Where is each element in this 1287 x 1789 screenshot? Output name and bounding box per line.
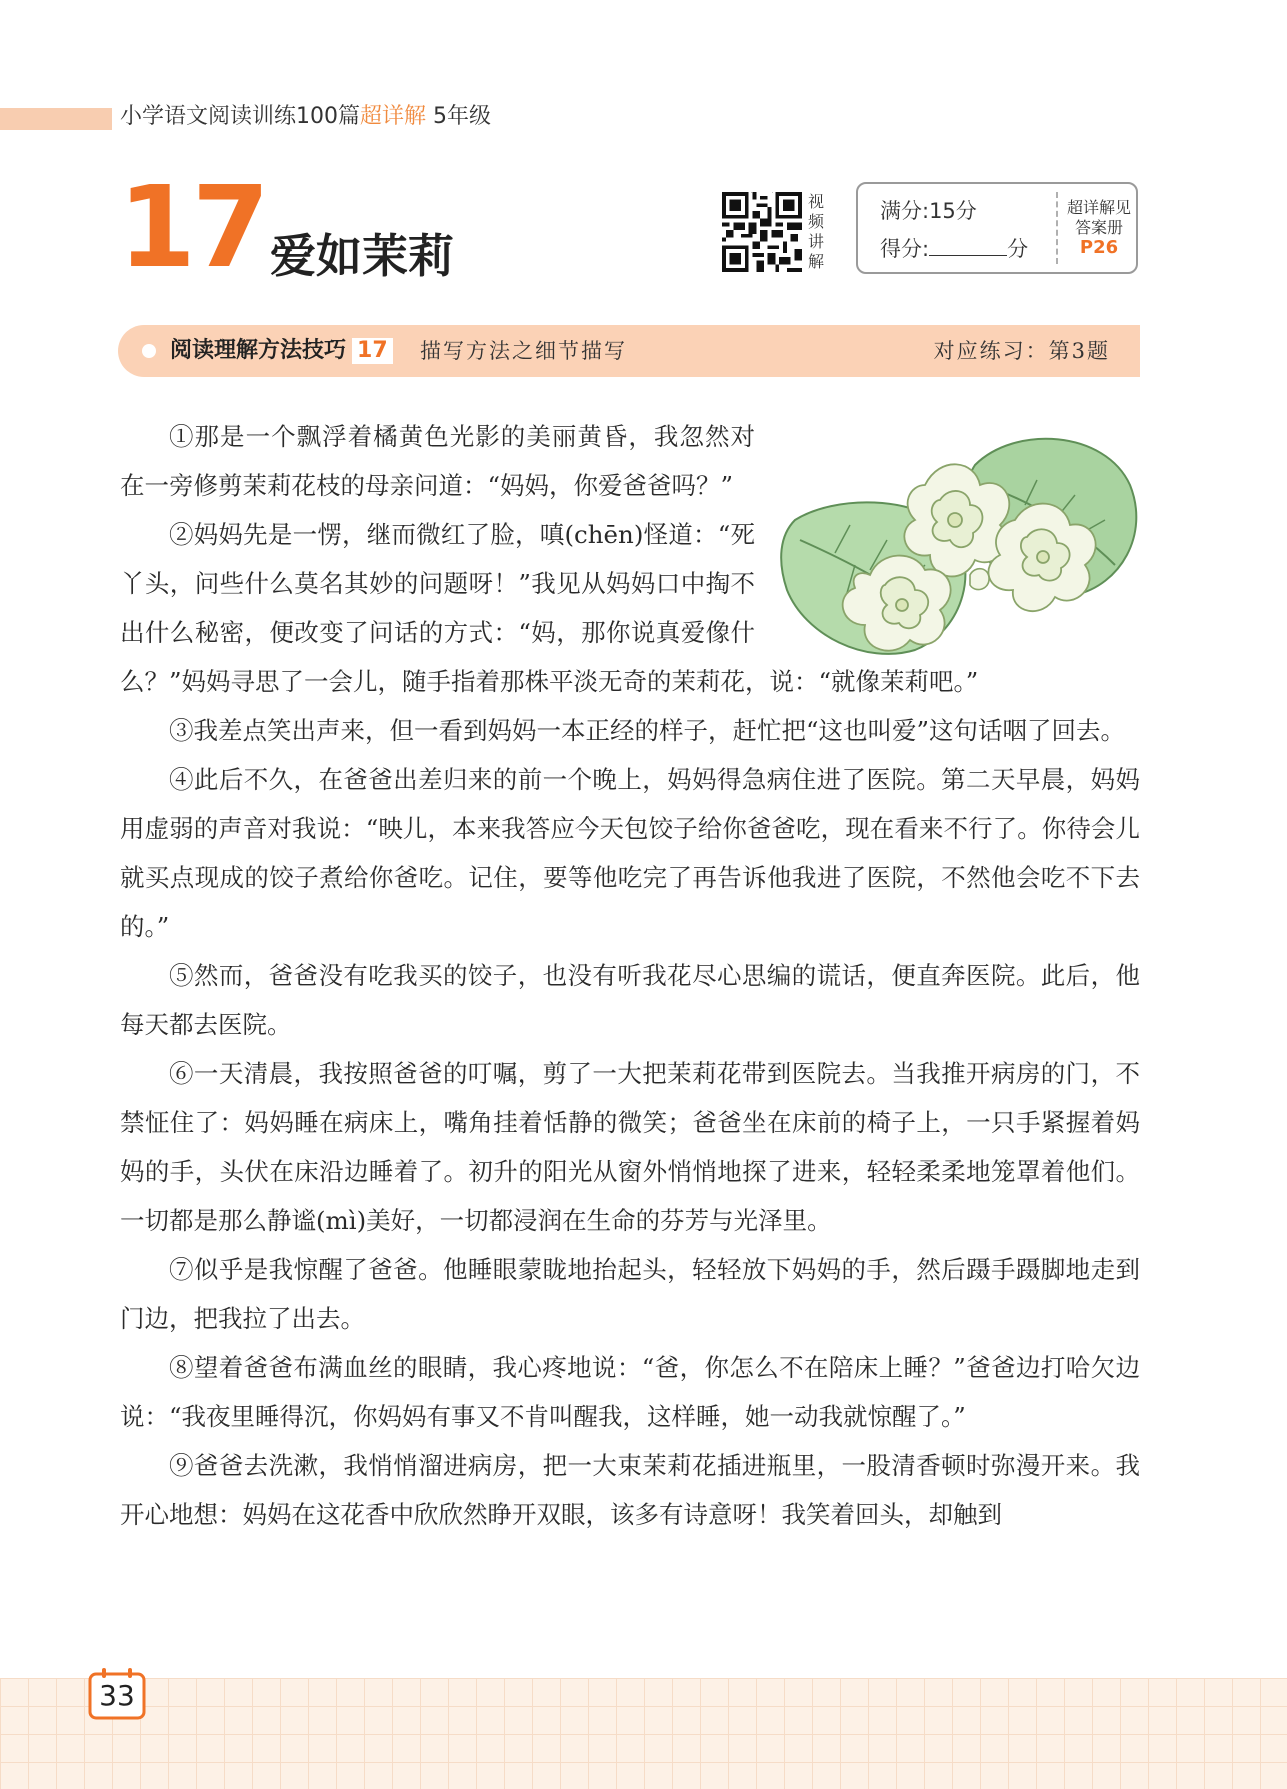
answer-page: P26 [1079, 237, 1119, 258]
qr-code-icon[interactable] [722, 192, 802, 272]
score-divider [1056, 192, 1058, 264]
answer-ref-line: 超详解见 [1066, 198, 1131, 217]
qr-label-char: 频 [807, 212, 824, 231]
lesson-title: 爱如茉莉 [270, 229, 454, 283]
method-tip-bar [118, 325, 1140, 377]
page-number: 33 [99, 1679, 135, 1712]
qr-video-label [806, 192, 826, 272]
header-accent-band [0, 108, 112, 130]
qr-label-char: 视 [807, 192, 824, 211]
float-spacer [755, 510, 1140, 657]
answer-reference [1062, 198, 1136, 258]
book-title: 小学语文阅读训练100篇 [120, 104, 360, 129]
paragraph [120, 510, 1140, 706]
method-practice: 对应练习：第3题 [933, 339, 1110, 363]
paragraph: ①那是一个飘浮着橘黄色光影的美丽黄昏，我忽然对在一旁修剪茉莉花枝的母亲问道：“妈妈，你爱爸爸吗？” [120, 422, 755, 500]
grade-label: 5年级 [433, 104, 492, 129]
paragraph: ⑤然而，爸爸没有吃我买的饺子，也没有听我花尽心思编的谎话，便直奔医院。此后，他每天都去医院。 [120, 961, 1140, 1039]
paragraph: ③我差点笑出声来，但一看到妈妈一本正经的样子，赶忙把“这也叫爱”这句话咽了回去。 [169, 716, 1126, 745]
lesson-number: 17 [118, 163, 266, 293]
answer-ref-line: 答案册 [1074, 218, 1123, 237]
paragraph: ⑥一天清晨，我按照爸爸的叮嘱，剪了一大把茉莉花带到医院去。当我推开病房的门，不禁怔住了：妈妈睡在病床上，嘴角挂着恬静的微笑；爸爸坐在床前的椅子上，一只手紧握着妈妈的手，头伏在床沿边睡着了。初升的阳光从窗外悄悄地探了进来，轻轻柔柔地笼罩着他们。一切都是那么静谧(mì)美好，一切都浸润在生命的芬芳与光泽里。 [120, 1059, 1140, 1235]
qr-label-char: 解 [807, 252, 824, 271]
score-blank[interactable] [929, 237, 1007, 256]
paragraph: ⑨爸爸去洗漱，我悄悄溜进病房，把一大束茉莉花插进瓶里，一股清香顿时弥漫开来。我开心地想：妈妈在这花香中欣欣然睁开双眼，该多有诗意呀！我笑着回头，却触到 [120, 1451, 1140, 1529]
method-label-text: 阅读理解方法技巧 [170, 338, 347, 363]
method-number: 17 [352, 338, 393, 364]
book-highlight: 超详解 [360, 104, 427, 129]
method-topic: 描写方法之细节描写 [420, 339, 627, 363]
score-unit: 分 [1007, 237, 1029, 261]
book-header [120, 102, 491, 132]
bullet-dot [142, 344, 156, 358]
paragraph-text: ②妈妈先是一愣，继而微红了脸，嗔(chēn)怪道：“死丫头，问些什么莫名其妙的问题呀！”我见从妈妈口中掏不出什么秘密，便改变了问话的方式：“妈，那你说真爱像什么？”妈妈寻思了一会儿，随手指着那株平淡无奇的茉莉花，说：“就像茉莉吧。” [120, 520, 979, 696]
paragraph: ④此后不久，在爸爸出差归来的前一个晚上，妈妈得急病住进了医院。第二天早晨，妈妈用虚弱的声音对我说：“映儿，本来我答应今天包饺子给你爸爸吃，现在看来不行了。你待会儿就买点现成的饺子煮给你爸吃。记住，要等他吃完了再告诉他我进了医院，不然他会吃不下去的。” [120, 765, 1140, 941]
paragraph: ⑧望着爸爸布满血丝的眼睛，我心疼地说：“爸，你怎么不在陪床上睡？”爸爸边打哈欠边说：“我夜里睡得沉，你妈妈有事又不肯叫醒我，这样睡，她一动我就惊醒了。” [120, 1353, 1140, 1431]
article-body [120, 412, 1140, 1539]
full-score: 满分:15分 [880, 199, 977, 223]
method-label [170, 336, 393, 366]
score-field-label: 得分: [880, 237, 930, 261]
qr-label-char: 讲 [807, 232, 824, 251]
score-box [856, 182, 1138, 274]
paragraph: ⑦似乎是我惊醒了爸爸。他睡眼蒙眬地抬起头，轻轻放下妈妈的手，然后蹑手蹑脚地走到门边，把我拉了出去。 [120, 1255, 1140, 1333]
score-field[interactable] [880, 236, 1028, 262]
footer-grid-band [0, 1678, 1287, 1789]
